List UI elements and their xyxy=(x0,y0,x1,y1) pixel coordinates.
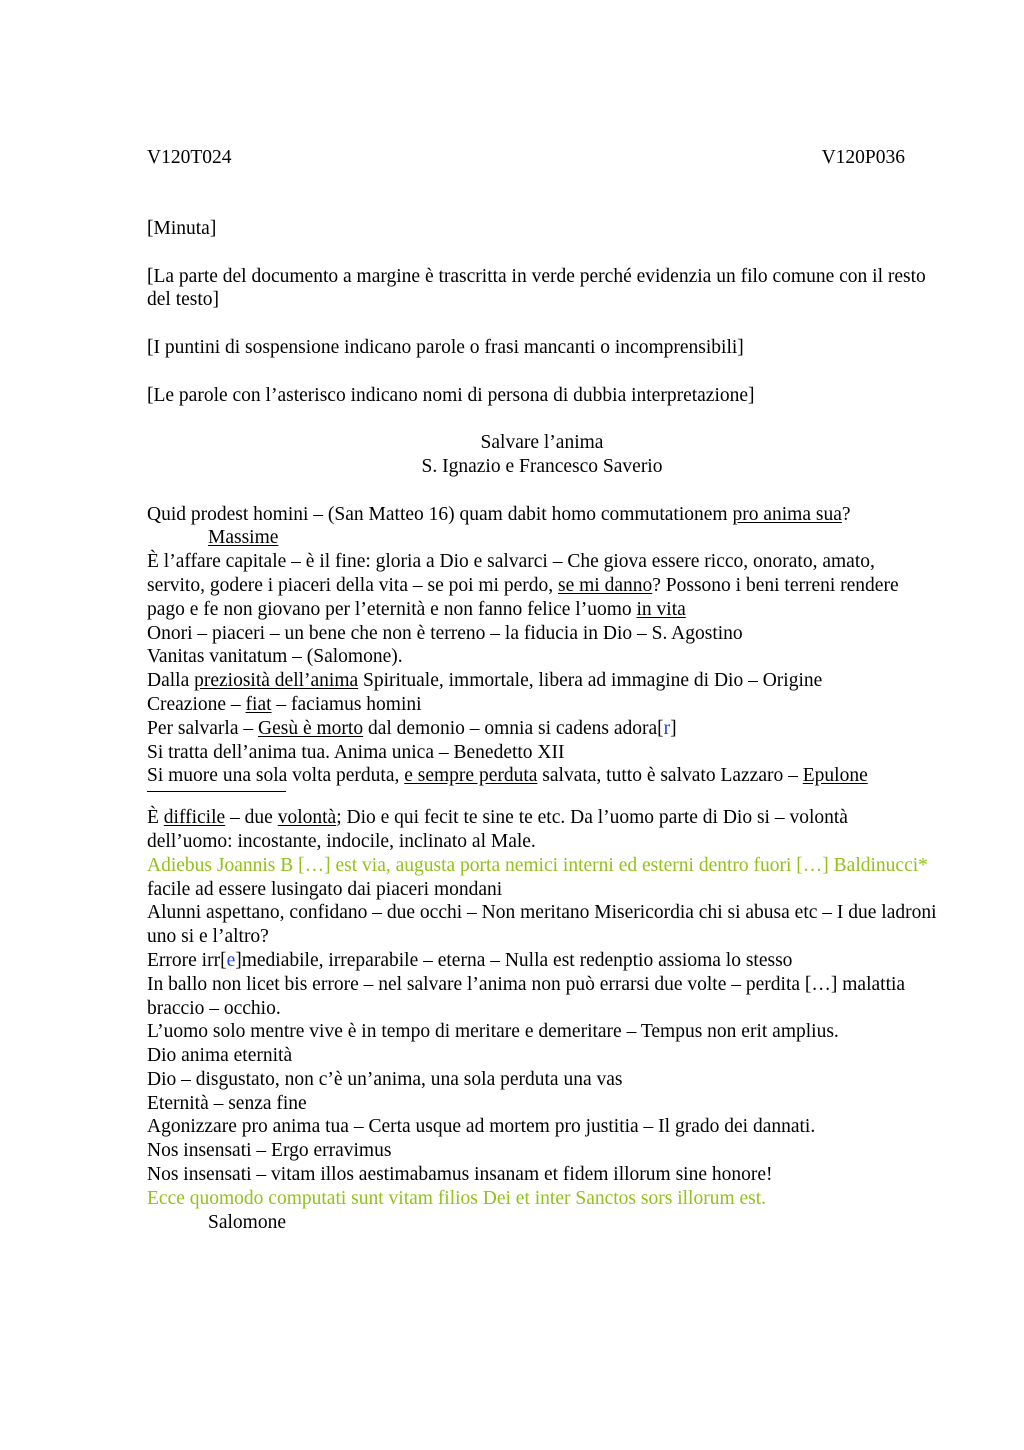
text-line: Errore irr[e]mediabile, irreparabile – eterna – Nulla est redenptio assioma lo stesso xyxy=(147,949,793,971)
note-margin: [La parte del documento a margine è trascritta in verde perché evidenzia un filo comune con il resto del testo] xyxy=(147,265,926,311)
text-line: Eternità – senza fine xyxy=(147,1092,307,1114)
margin-text-line: Adiebus Joannis B […] est via, augusta porta nemici interni ed esterni dentro fuori […] Baldinucci* xyxy=(147,854,928,876)
text-line: Onori – piaceri – un bene che non è terreno – la fiducia in Dio – S. Agostino xyxy=(147,622,743,644)
text-line: L’uomo solo mentre vive è in tempo di meritare e demeritare – Tempus non erit amplius. xyxy=(147,1021,839,1043)
header-right-code: V120P036 xyxy=(821,147,905,168)
note-asterisk: [Le parole con l’asterisco indicano nomi di persona di dubbia interpretazione] xyxy=(147,384,755,406)
text-line: Si tratta dell’anima tua. Anima unica – Benedetto XII xyxy=(147,741,565,763)
text-line: facile ad essere lusingato dai piaceri mondani xyxy=(147,878,503,900)
text-line: Quid prodest homini – (San Matteo 16) quam dabit homo commutationem pro anima sua? xyxy=(147,503,851,525)
text-line: Nos insensati – Ergo erravimus xyxy=(147,1140,392,1162)
note-minuta: [Minuta] xyxy=(147,218,217,239)
text-line: Dio anima eternità xyxy=(147,1045,293,1067)
text-line: Salomone xyxy=(208,1211,286,1233)
text-line: Dalla preziosità dell’anima Spirituale, immortale, libera ad immagine di Dio – Origine xyxy=(147,670,823,692)
separator-rule xyxy=(147,788,937,806)
text-line: È l’affare capitale – è il fine: gloria a Dio e salvarci – Che giova essere ricco, onorato, amato, servito, godere i piaceri della vita – se poi mi perdo, se mi danno? Possono i beni terreni rendere pago e fe non giovano per l’eternità e non fanno felice l’uomo in vita xyxy=(147,551,899,620)
text-line: Nos insensati – vitam illos aestimabamus insanam et fidem illorum sine honore! xyxy=(147,1164,773,1186)
text-line: È difficile – due volontà; Dio e qui fecit te sine te etc. Da l’uomo parte di Dio si – volontà dell’uomo: incostante, indocile, inclinato al Male. xyxy=(147,807,848,852)
note-dots: [I puntini di sospensione indicano parole o frasi mancanti o incomprensibili] xyxy=(147,336,744,358)
text-line: Agonizzare pro anima tua – Certa usque ad mortem pro justitia – Il grado dei dannati. xyxy=(147,1116,816,1138)
document-body xyxy=(147,217,937,1234)
text-line: Dio – disgustato, non c’è un’anima, una sola perduta una vas xyxy=(147,1068,623,1090)
text-line: Vanitas vanitatum – (Salomone). xyxy=(147,646,403,668)
text-line: Si muore una sola volta perduta, e sempre perduta salvata, tutto è salvato Lazzaro – Epulone xyxy=(147,765,868,787)
margin-text-line: Ecce quomodo computati sunt vitam filios Dei et inter Sanctos sors illorum est. xyxy=(147,1187,767,1209)
text-line: Per salvarla – Gesù è morto dal demonio – omnia si cadens adora[r] xyxy=(147,717,677,739)
text-line: In ballo non licet bis errore – nel salvare l’anima non può errarsi due volte – perdita […] malattia braccio – occhio. xyxy=(147,973,906,1019)
text-line: Alunni aspettano, confidano – due occhi – Non meritano Misericordia chi si abusa etc – I due ladroni uno si e l’altro? xyxy=(147,902,937,948)
title-line-1: Salvare l’anima xyxy=(480,432,604,454)
header-left-code: V120T024 xyxy=(147,147,232,168)
text-line: Massime xyxy=(208,527,279,549)
text-line: Creazione – fiat – faciamus homini xyxy=(147,693,422,715)
title-line-2: S. Ignazio e Francesco Saverio xyxy=(421,455,663,477)
